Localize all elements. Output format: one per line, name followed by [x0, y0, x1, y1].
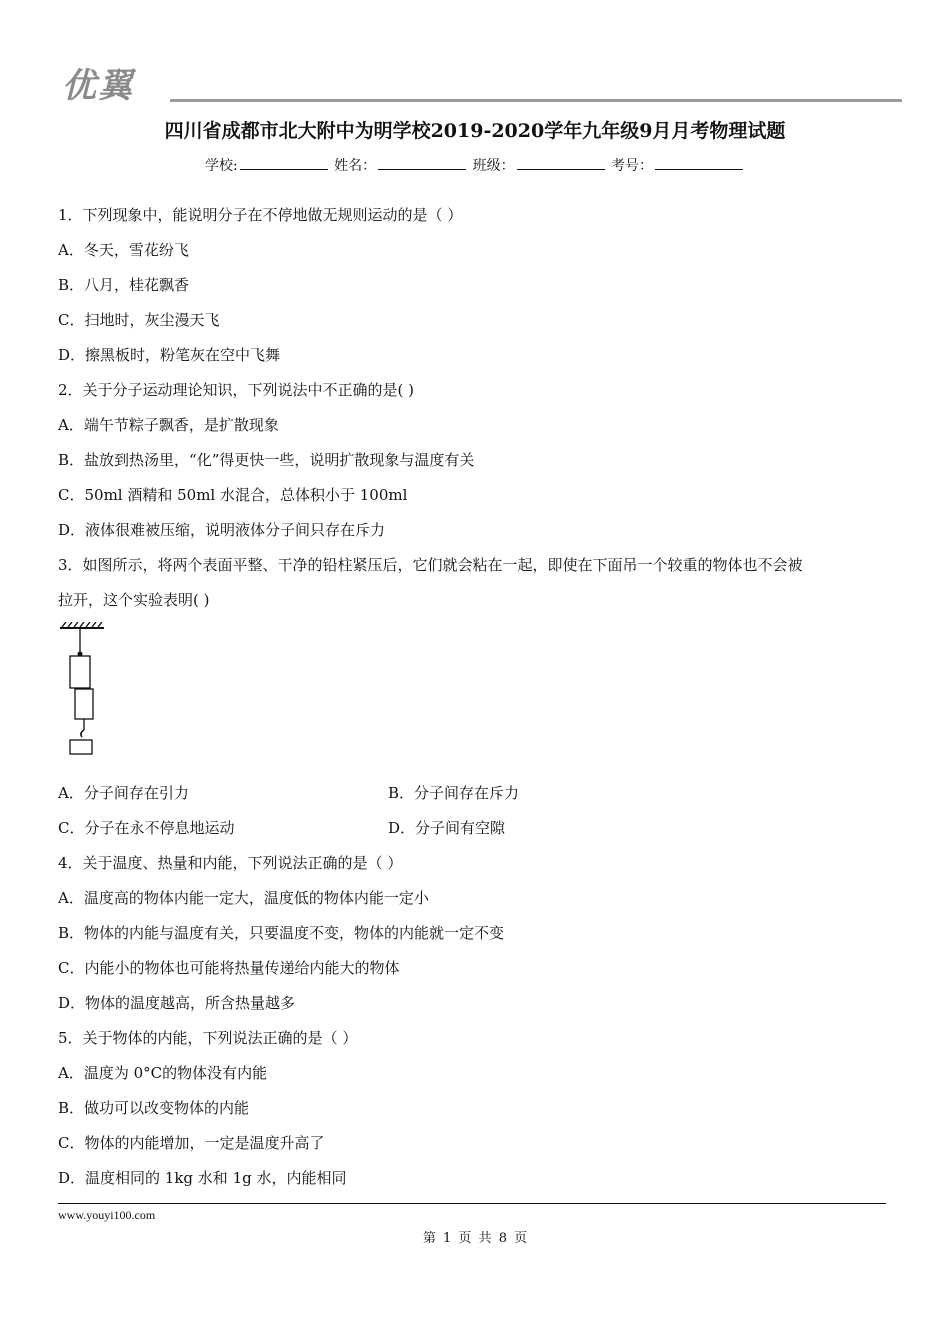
question-list — [58, 202, 894, 1200]
question-1-stem: 1．下列现象中，能说明分子在不停地做无规则运动的是（ ） — [58, 206, 463, 224]
question-1-option-b: B．八月，桂花飘香 — [58, 276, 190, 294]
question-5-stem: 5．关于物体的内能，下列说法正确的是（ ） — [58, 1029, 358, 1047]
question-1-option-c: C．扫地时，灰尘漫天飞 — [58, 311, 220, 329]
question-4-option-c: C．内能小的物体也可能将热量传递给内能大的物体 — [58, 959, 400, 977]
question-3-option-d: D．分子间有空隙 — [388, 819, 506, 837]
class-label: 班级： — [472, 158, 515, 174]
logo-text: 优翼 — [62, 66, 134, 106]
question-3-option-c: C．分子在永不停息地运动 — [58, 819, 235, 837]
header-rule — [170, 99, 902, 102]
question-5-option-c: C．物体的内能增加，一定是温度升高了 — [58, 1134, 325, 1152]
name-label: 姓名： — [334, 158, 377, 174]
question-5-option-d: D．温度相同的 1kg 水和 1g 水，内能相同 — [58, 1169, 347, 1187]
name-blank — [378, 155, 466, 170]
school-blank — [240, 155, 328, 170]
exam-no-blank — [655, 155, 743, 170]
question-3-option-b: B．分子间存在斥力 — [388, 784, 520, 802]
page-title: 四川省成都市北大附中为明学校2019-2020学年九年级9月月考物理试题 — [164, 120, 786, 142]
question-5-option-b: B．做功可以改变物体的内能 — [58, 1099, 250, 1117]
footer-url: www.youyi100.com — [58, 1208, 156, 1222]
question-1-option-a: A．冬天，雪花纷飞 — [58, 241, 189, 259]
question-2-option-b: B．盐放到热汤里，“化”得更快一些，说明扩散现象与温度有关 — [58, 451, 475, 469]
question-3-stem-line-1: 3．如图所示，将两个表面平整、干净的铅柱紧压后，它们就会粘在一起，即使在下面吊一个较重的物体也不会被 — [58, 556, 803, 574]
question-4-stem: 4．关于温度、热量和内能，下列说法正确的是（ ） — [58, 854, 403, 872]
question-2-option-a: A．端午节粽子飘香，是扩散现象 — [58, 416, 279, 434]
question-1-option-d: D．擦黑板时，粉笔灰在空中飞舞 — [58, 346, 281, 364]
question-5-option-a: A．温度为 0°C的物体没有内能 — [58, 1064, 268, 1082]
question-3-stem-line-2: 拉开，这个实验表明( ) — [58, 591, 210, 609]
question-2-option-d: D．液体很难被压缩，说明液体分子间只存在斥力 — [58, 521, 386, 539]
question-4-option-b: B．物体的内能与温度有关，只要温度不变，物体的内能就一定不变 — [58, 924, 505, 942]
student-info-line — [0, 155, 950, 177]
page-number: 第 1 页 共 8 页 — [422, 1231, 528, 1246]
footer-rule — [58, 1203, 886, 1204]
question-2-option-c: C．50ml 酒精和 50ml 水混合，总体积小于 100ml — [58, 486, 408, 504]
question-3-options-row-2 — [58, 815, 894, 850]
exam-no-label: 考号： — [611, 158, 654, 174]
question-4-option-d: D．物体的温度越高，所含热量越多 — [58, 994, 296, 1012]
youyi-logo — [62, 66, 902, 106]
school-label: 学校: — [204, 158, 238, 174]
question-2-stem: 2．关于分子运动理论知识，下列说法中不正确的是( ) — [58, 381, 415, 399]
lead-cylinder-figure — [58, 622, 108, 764]
question-3-option-a: A．分子间存在引力 — [58, 784, 189, 802]
class-blank — [517, 155, 605, 170]
question-3-options-row-1 — [58, 780, 894, 815]
question-4-option-a: A．温度高的物体内能一定大，温度低的物体内能一定小 — [58, 889, 429, 907]
